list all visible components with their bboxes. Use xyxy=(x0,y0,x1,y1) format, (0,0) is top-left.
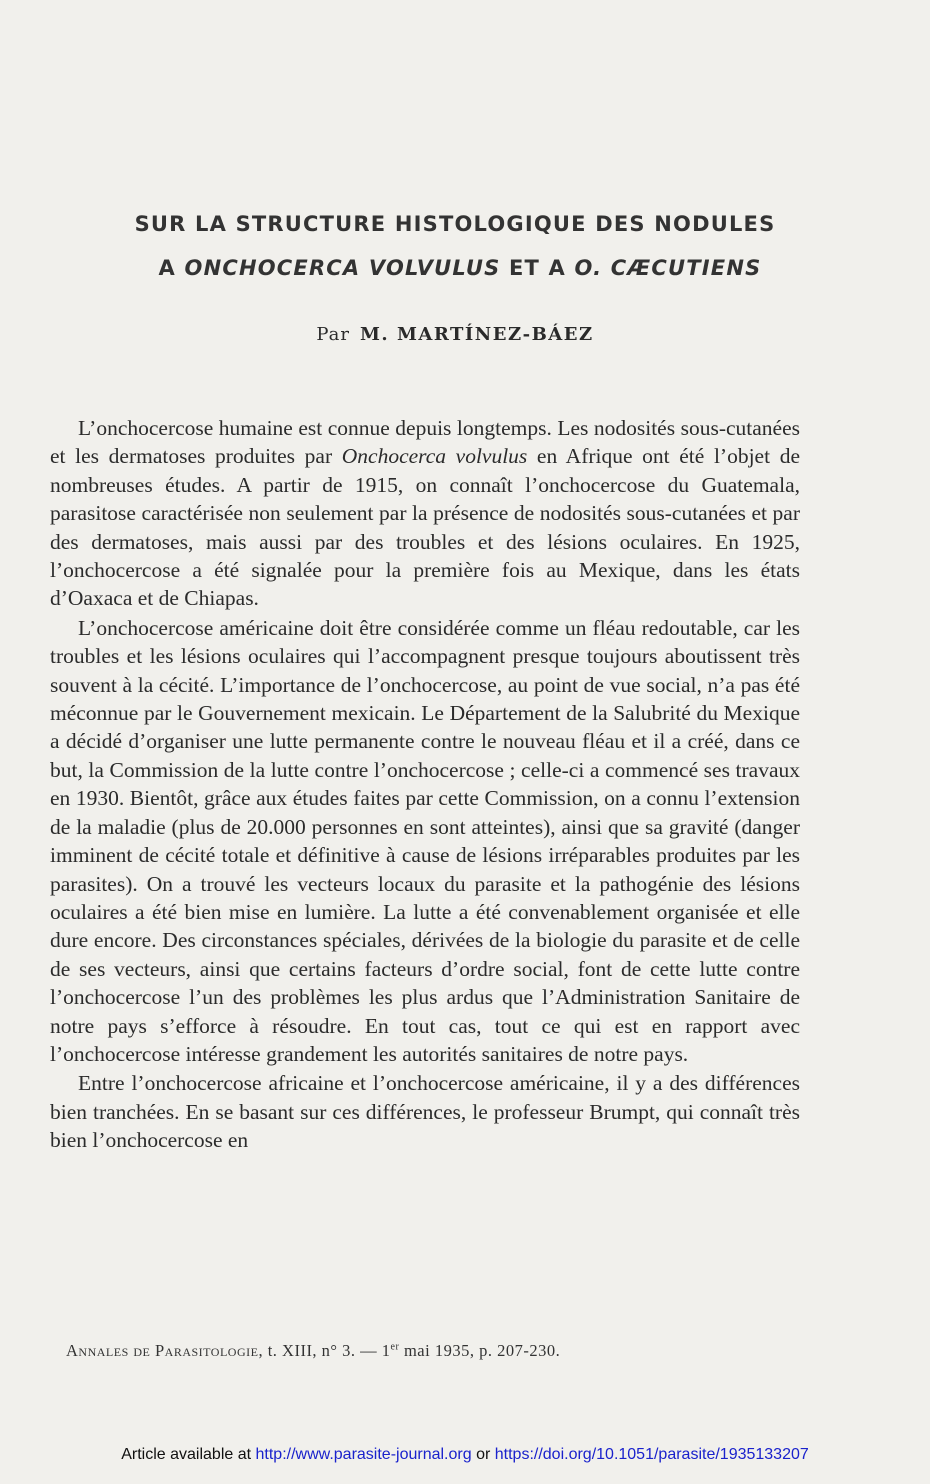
byline-prefix: Par xyxy=(316,324,350,345)
paragraph-1-part-a: L’onchocercose humaine est connue depuis longtemps. Les nodosités sous-cutanées et les dermatoses produites par xyxy=(50,416,800,469)
journal-ref-part-a: , t. XIII, n° 3. — 1 xyxy=(258,1341,391,1360)
paragraph-3: Entre l’onchocercose africaine et l’onchocercose américaine, il y a des différences bien tranchées. En se basant sur ces différences, le professeur Brumpt, qui connaît très bien l’onchocercose en xyxy=(50,1071,800,1153)
article-body xyxy=(50,414,800,1155)
availability-prefix: Article available at xyxy=(121,1446,256,1463)
paragraph-1 xyxy=(50,414,800,613)
availability-mid: or xyxy=(471,1446,495,1463)
paragraph-2: L’onchocercose américaine doit être considérée comme un fléau redoutable, car les troubles et les lésions oculaires qui l’accompagnent presque toujours aboutissent très souvent à la cécité. L’importance de l’onchocercose, au point de vue social, n’a pas été méconnue par le Gouvernement mexicain. Le Département de la Salubrité du Mexique a décidé d’organiser une lutte permanente contre le nouveau fléau et il a créé, dans ce but, la Commission de la lutte contre l’onchocercose ; celle-ci a commencé ses travaux en 1930. Bientôt, grâce aux études faites par cette Commission, on a connu l’extension de la maladie (plus de 20.000 personnes en sont atteintes), ainsi que sa gravité (danger imminent de cécité totale et définitive à cause de lésions irréparables produites par les parasites). On a trouvé les vecteurs locaux du parasite et la pathogénie des lésions oculaires a été bien mise en lumière. La lutte a été convenablement organisée et elle dure encore. Des circonstances spéciales, dérivées de la biologie du parasite et de celle de ses vecteurs, ainsi que certains facteurs d’ordre social, font de cette lutte contre l’onchocercose l’un des problèmes les plus ardus que l’Administration Sanitaire de notre pays s’efforce à résoudre. En tout cas, tout ce qui est en rapport avec l’onchocercose intéresse grandement les autorités sanitaires de notre pays. xyxy=(50,615,800,1066)
title-line-2-mid: ET A xyxy=(500,256,575,280)
title-species-2: O. CÆCUTIENS xyxy=(574,256,762,280)
journal-ref-sup: er xyxy=(390,1341,400,1353)
journal-name: Annales de Parasitologie xyxy=(66,1341,259,1360)
doi-link[interactable]: https://doi.org/10.1051/parasite/1935133207 xyxy=(494,1446,809,1463)
title-line-2 xyxy=(0,256,930,280)
journal-reference xyxy=(66,1341,826,1361)
availability-note xyxy=(0,1446,930,1464)
journal-ref-part-b: mai 1935, p. 207-230. xyxy=(399,1341,561,1360)
paragraph-1-part-b: en Afrique ont été l’objet de nombreuses études. A partir de 1915, on connaît l’onchocercose du Guatemala, parasitose caractérisée non seulement par la présence de nodosités sous-cutanées et par des dermatoses, mais aussi par des troubles et des lésions oculaires. En 1925, l’onchocercose a été signalée pour la première fois au Mexique, dans les états d’Oaxaca et de Chiapas. xyxy=(50,444,800,611)
article-title xyxy=(0,212,930,280)
title-line-1: SUR LA STRUCTURE HISTOLOGIQUE DES NODULES xyxy=(134,212,776,236)
species-name: Onchocerca volvulus xyxy=(341,444,528,469)
byline xyxy=(0,324,920,345)
journal-link[interactable]: http://www.parasite-journal.org xyxy=(255,1446,472,1463)
title-line-2-prefix: A xyxy=(158,256,185,280)
author-name: M. MARTÍNEZ-BÁEZ xyxy=(360,324,594,345)
title-species-1: ONCHOCERCA VOLVULUS xyxy=(184,256,501,280)
